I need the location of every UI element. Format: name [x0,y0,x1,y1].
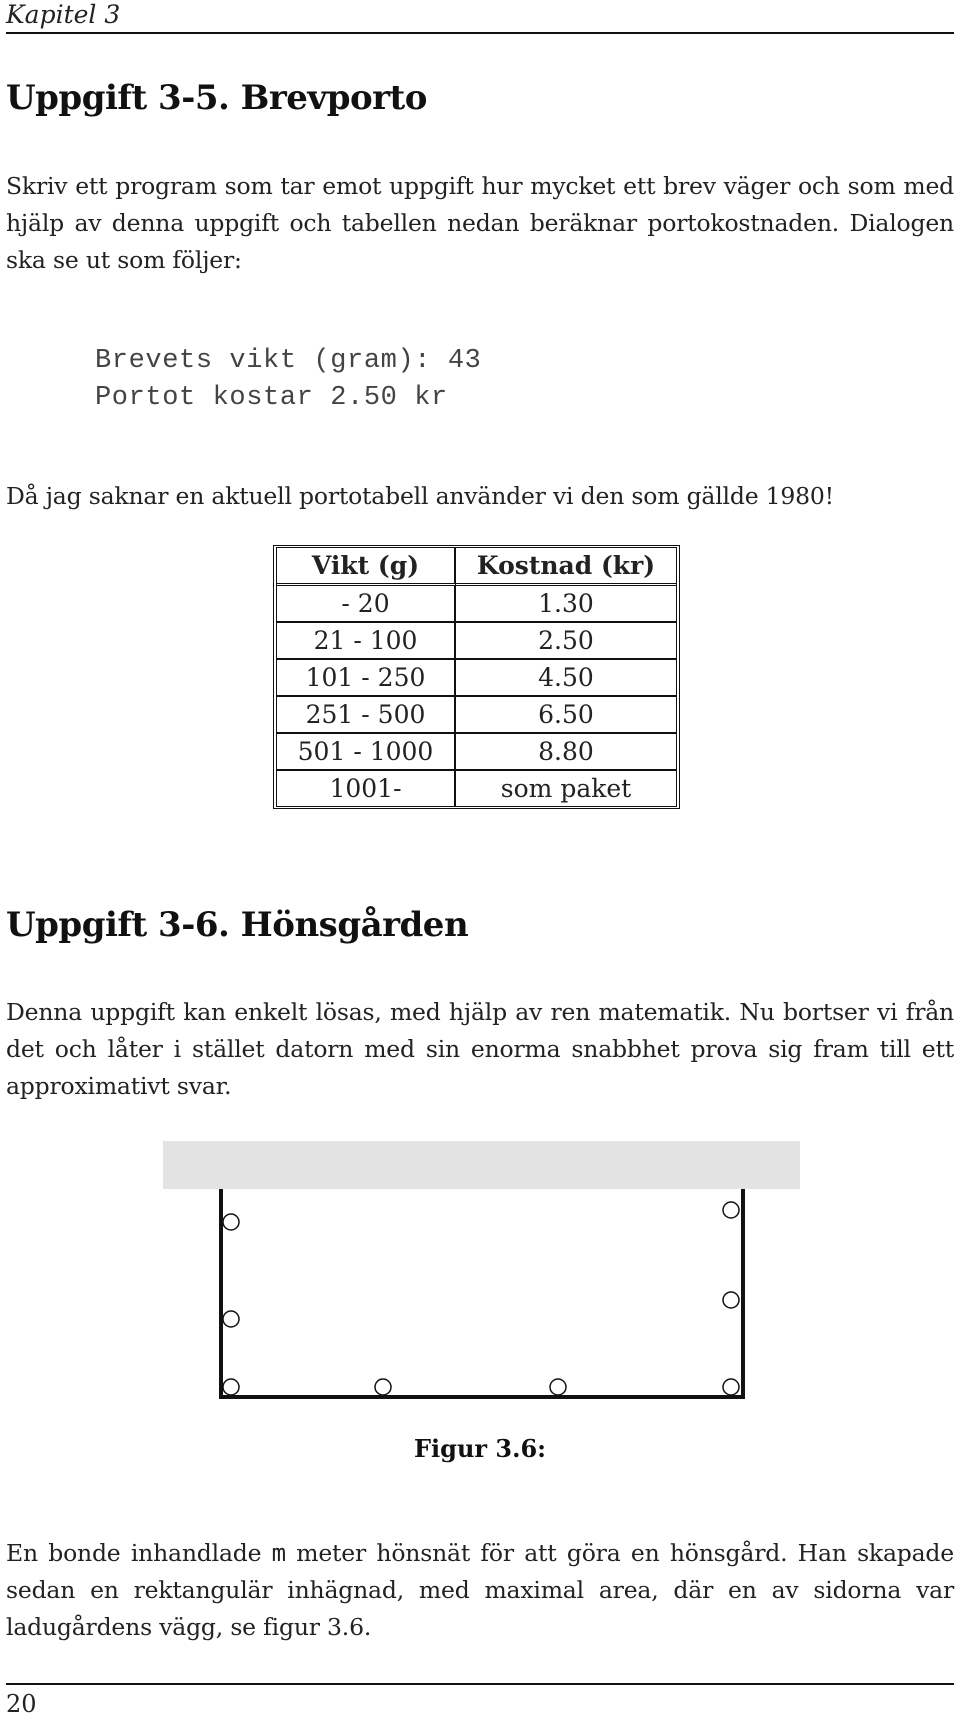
footer-rule [6,1683,954,1685]
chicken-wire-fence [221,1189,743,1397]
weight-cell: - 20 [277,586,456,623]
dialog-line-cost: Portot kostar 2.50 kr [95,383,448,413]
weight-cell: 1001- [277,771,456,806]
task-3-5-heading: Uppgift 3-5. Brevporto [6,78,427,118]
fence-post [723,1379,739,1395]
task-3-5-intro: Skriv ett program som tar emot uppgift hur mycket ett brev väger och som med hjälp av denna uppgift och tabellen nedan beräknar portokostnaden. Dialogen ska se ut som följer: [6,172,954,274]
task-3-6-heading: Uppgift 3-6. Hönsgården [6,905,469,945]
weight-cell: 21 - 100 [277,623,456,660]
chicken-yard-figure [163,1141,800,1401]
variable-m: m [271,1539,286,1567]
weight-cell: 251 - 500 [277,697,456,734]
fence-post [223,1379,239,1395]
barn-wall [163,1141,800,1189]
chicken-yard-diagram [163,1141,800,1401]
dialog-line-weight: Brevets vikt (gram): 43 [95,346,482,376]
column-header-weight: Vikt (g) [277,548,456,586]
problem-text-end: meter hönsnät för att göra en hönsgård. Han skapade sedan en rektangulär inhägnad, med maximal area, där en av sidorna var ladugårdens vägg, se figur 3.6. [6,1539,954,1641]
header-rule [6,32,954,34]
fence-post [550,1379,566,1395]
cost-cell: 4.50 [456,660,676,697]
cost-cell: som paket [500,774,632,803]
running-head: Kapitel 3 [6,0,121,29]
postage-table [273,545,680,809]
fence-post [223,1214,239,1230]
fence-post [723,1202,739,1218]
table-row [277,734,676,771]
figure-caption: Figur 3.6: [414,1434,546,1463]
task-3-6-intro: Denna uppgift kan enkelt lösas, med hjälp av ren matematik. Nu bortser vi från det och låter i stället datorn med sin enorma snabbhet prova sig fram till ett approximativt svar. [6,998,954,1100]
cost-cell: 6.50 [456,697,676,734]
table-row [277,623,676,660]
cost-cell: 2.50 [456,623,676,660]
table-row [277,586,676,623]
problem-text-start: En bonde inhandlade [6,1539,272,1567]
cost-cell: 8.80 [456,734,676,771]
task-3-6-problem [6,1535,954,1646]
task-3-5-note: Då jag saknar en aktuell portotabell använder vi den som gällde 1980! [6,482,834,510]
fence-post [223,1311,239,1327]
dialog-example [95,343,481,417]
table-row [277,771,676,806]
page-number: 20 [6,1690,37,1718]
table-row [277,697,676,734]
fence-post [723,1292,739,1308]
weight-cell: 101 - 250 [277,660,456,697]
cost-cell: 1.30 [456,586,676,623]
fence-post [375,1379,391,1395]
column-header-cost: Kostnad (kr) [456,548,676,586]
table-row [277,660,676,697]
table-header-row [277,548,676,586]
weight-cell: 501 - 1000 [277,734,456,771]
